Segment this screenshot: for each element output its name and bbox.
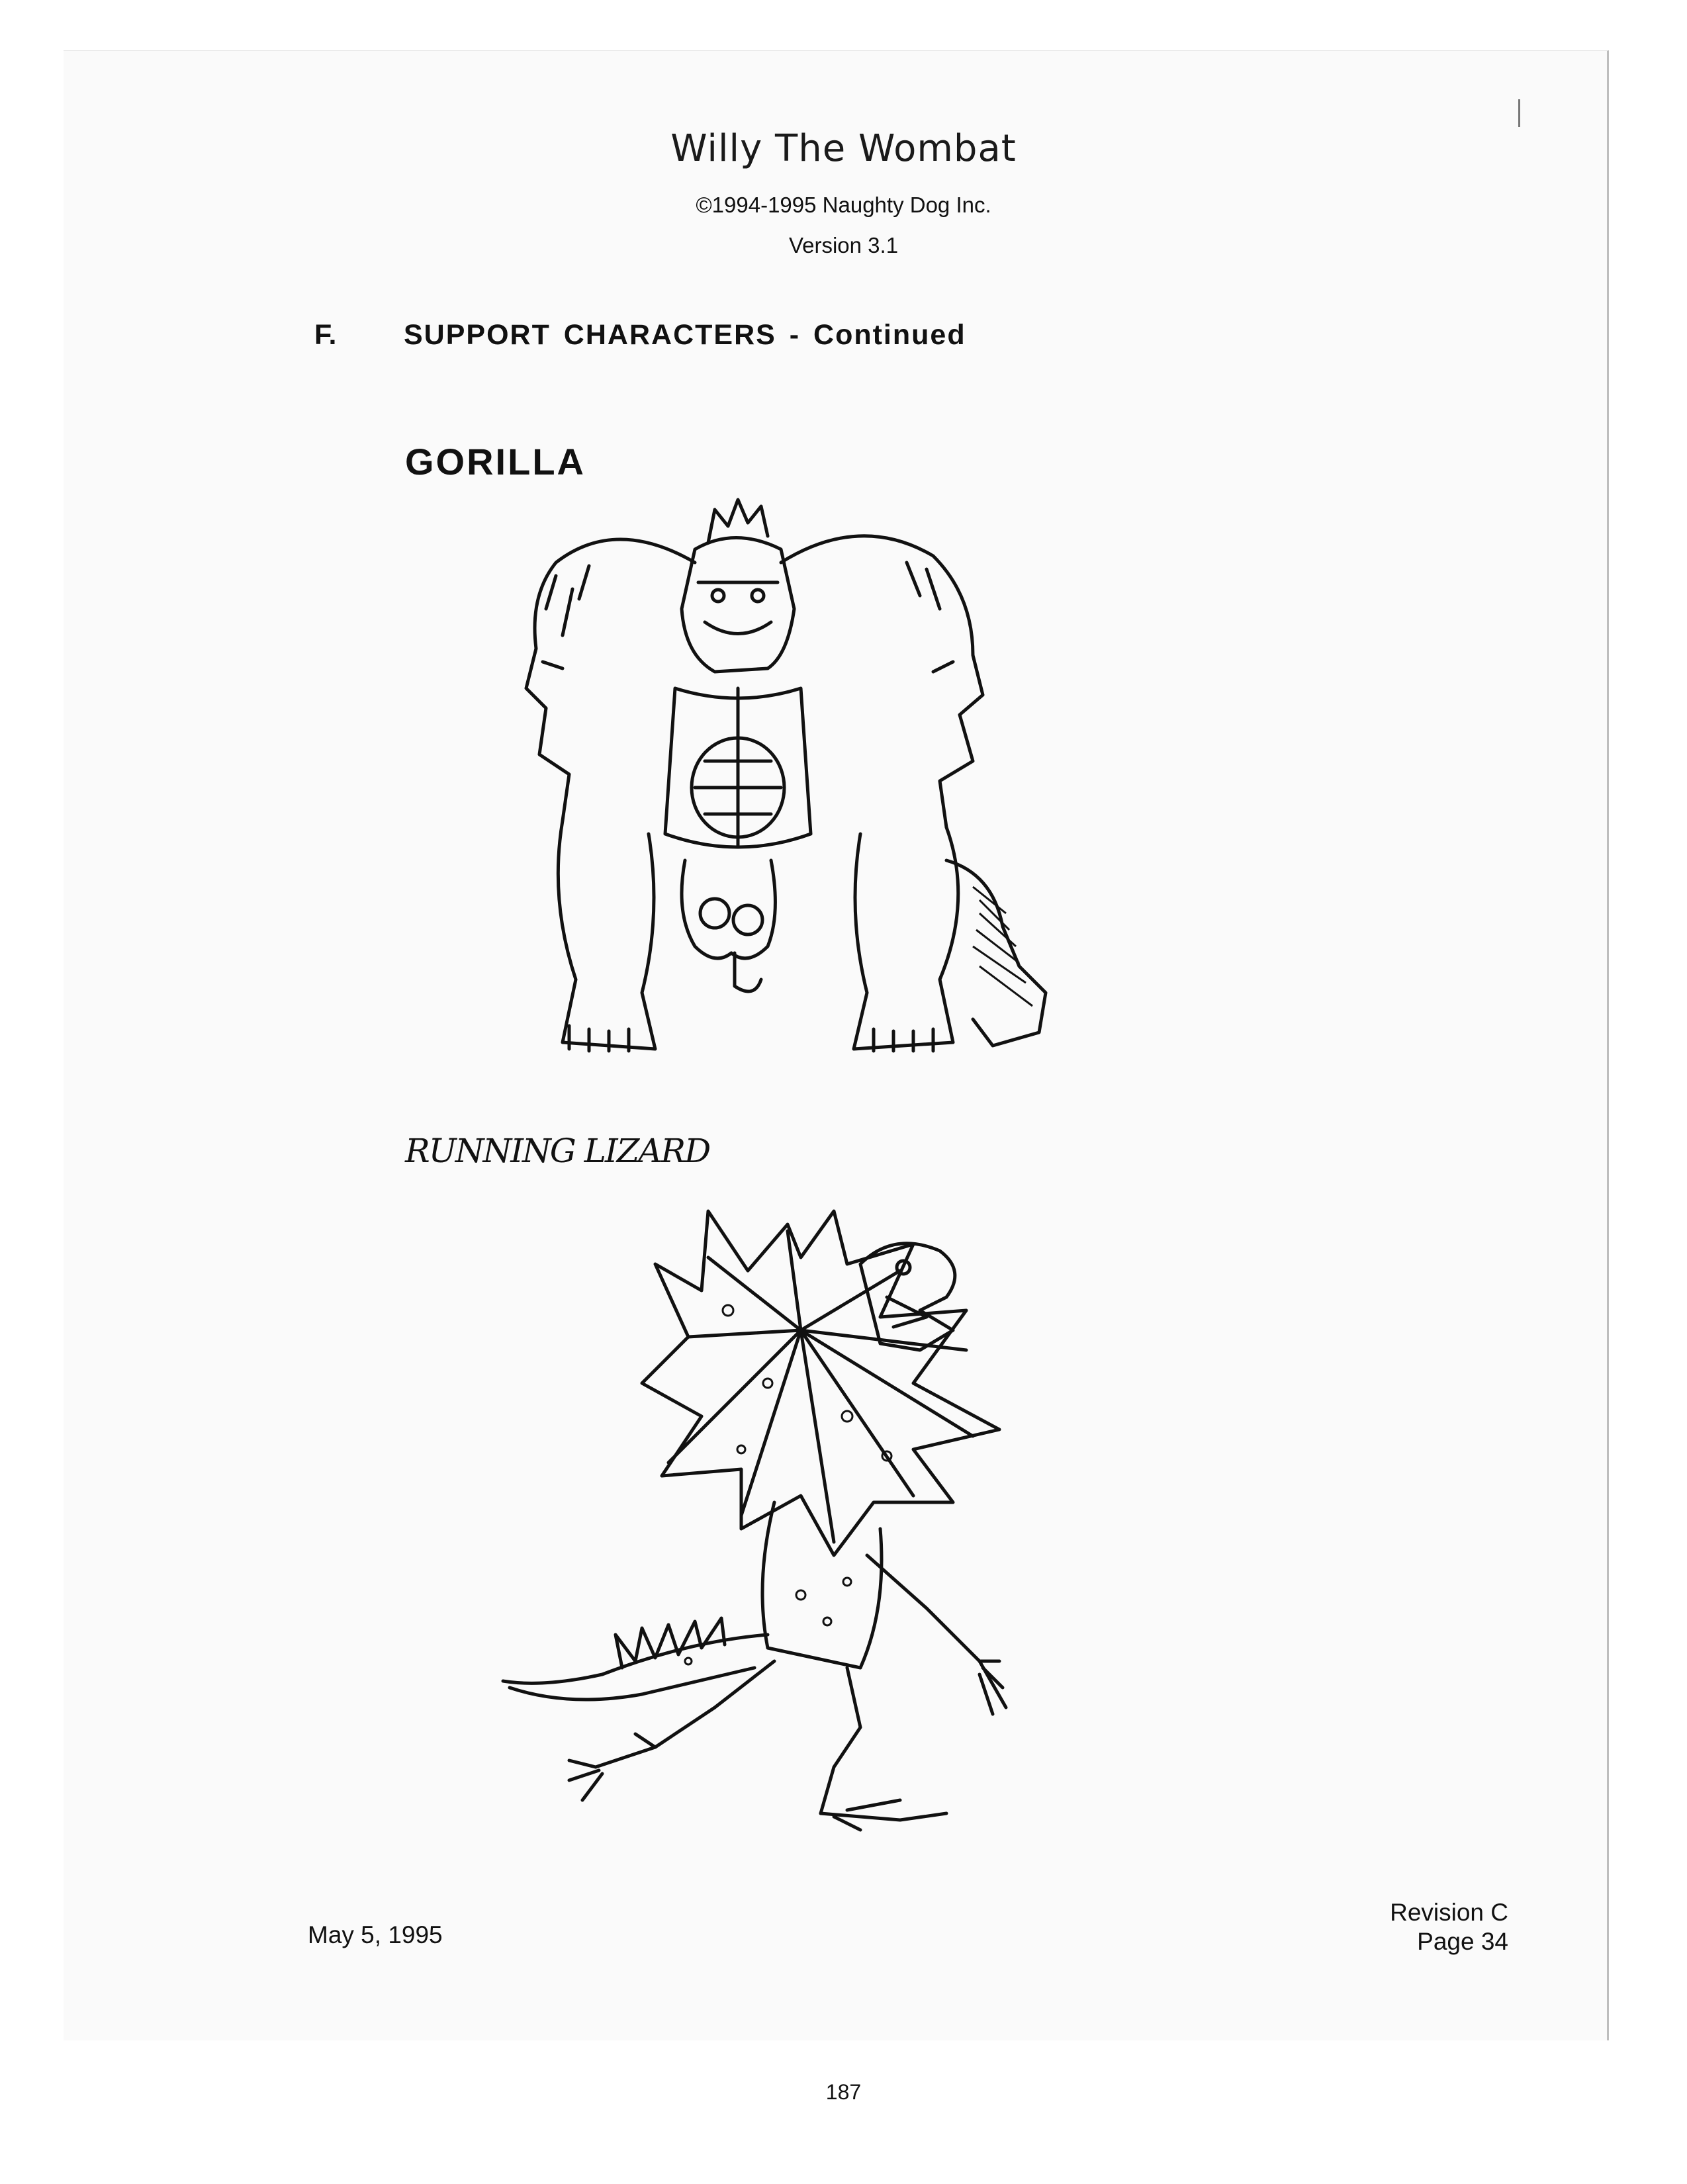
gorilla-heading: GORILLA: [405, 441, 586, 482]
copyright-line: ©1994-1995 Naughty Dog Inc.: [696, 193, 991, 217]
footer-revision: Revision C: [1390, 1899, 1508, 1926]
running-lizard-illustration: [490, 1185, 1085, 1833]
running-lizard-heading: RUNNING LIZARD: [405, 1132, 710, 1170]
page-edge-mark: [1518, 99, 1520, 127]
document-title: Willy The Wombat: [670, 127, 1017, 170]
section-title: SUPPORT CHARACTERS - Continued: [404, 319, 966, 351]
version-line: Version 3.1: [788, 233, 899, 257]
footer-date: May 5, 1995: [308, 1921, 443, 1948]
book-page-number: 187: [825, 2080, 862, 2104]
footer-revision-block: [1390, 1898, 1508, 1956]
footer-page-number: Page 34: [1417, 1928, 1508, 1955]
gorilla-illustration: [516, 490, 1085, 1059]
section-letter: F.: [314, 319, 337, 351]
